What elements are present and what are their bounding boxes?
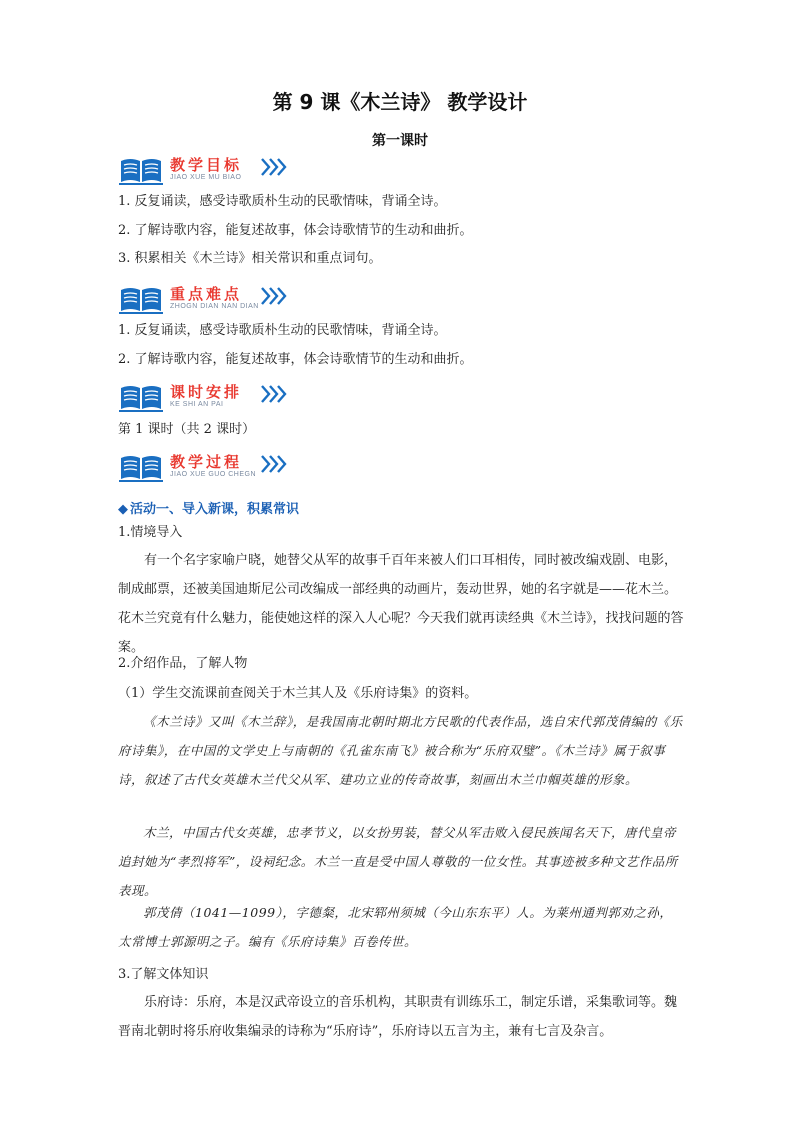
section-heading: 重点难点 bbox=[170, 285, 243, 303]
document-title: 第 9 课《木兰诗》 教学设计 bbox=[272, 90, 528, 114]
open-book-icon bbox=[118, 383, 164, 413]
chevron-arrows-icon bbox=[260, 286, 290, 306]
goal-item: 1. 反复诵读，感受诗歌质朴生动的民歌情味，背诵全诗。 bbox=[118, 194, 447, 209]
section-pinyin: JIAO XUE GUO CHEGN bbox=[170, 471, 257, 478]
section-heading: 教学目标 bbox=[170, 156, 243, 174]
step-title: 1.情境导入 bbox=[118, 525, 183, 540]
section-pinyin: JIAO XUE MU BIAO bbox=[170, 174, 242, 181]
key-point-item: 2. 了解诗歌内容，能复述故事，体会诗歌情节的生动和曲折。 bbox=[118, 352, 473, 367]
section-pinyin: ZHOGN DIAN NAN DIAN bbox=[170, 303, 259, 310]
section-banner-process bbox=[118, 451, 308, 487]
schedule-text: 第 1 课时（共 2 课时） bbox=[118, 422, 256, 437]
section-pinyin: KE SHI AN PAI bbox=[170, 401, 224, 408]
open-book-icon bbox=[118, 156, 164, 186]
goal-item: 3. 积累相关《木兰诗》相关常识和重点词句。 bbox=[118, 251, 382, 266]
diamond-bullet-icon: ◆ bbox=[118, 502, 128, 517]
step-title: 2.介绍作品，了解人物 bbox=[118, 656, 248, 671]
paragraph-mulan: 木兰，中国古代女英雄，忠孝节义，以女扮男装，替父从军击败入侵民族闻名天下，唐代皇帝追封她为“孝烈将军”，设祠纪念。木兰一直是受中国人尊敬的一位女性。其事迹被多种文艺作品所表现。 bbox=[118, 825, 678, 898]
step-title: 3.了解文体知识 bbox=[118, 967, 209, 982]
section-heading: 教学过程 bbox=[170, 453, 243, 471]
goal-item: 2. 了解诗歌内容，能复述故事，体会诗歌情节的生动和曲折。 bbox=[118, 223, 473, 238]
paragraph-intro: 有一个名字家喻户晓，她替父从军的故事千百年来被人们口耳相传，同时被改编戏剧、电影，制成邮票，还被美国迪斯尼公司改编成一部经典的动画片，轰动世界，她的名字就是——花木兰。花木兰究竟有什么魅力，能使她这样的深入人心呢？今天我们就再读经典《木兰诗》，找找问题的答案。 bbox=[118, 553, 684, 655]
chevron-arrows-icon bbox=[260, 454, 290, 474]
section-banner-key-points bbox=[118, 283, 308, 319]
chevron-arrows-icon bbox=[260, 384, 290, 404]
open-book-icon bbox=[118, 453, 164, 483]
chevron-arrows-icon bbox=[260, 157, 290, 177]
section-heading: 课时安排 bbox=[170, 383, 243, 401]
activity-title: 活动一、导入新课，积累常识 bbox=[130, 502, 300, 517]
step-sub-item: （1）学生交流课前查阅关于木兰其人及《乐府诗集》的资料。 bbox=[118, 686, 478, 701]
section-banner-goals bbox=[118, 154, 308, 190]
activity-heading bbox=[118, 498, 299, 517]
open-book-icon bbox=[118, 285, 164, 315]
paragraph-guo-maoqian: 郭茂倩（1041—1099），字德粲，北宋郓州须城（今山东东平）人。为莱州通判郭劝之孙，太常博士郭源明之子。编有《乐府诗集》百卷传世。 bbox=[118, 905, 673, 949]
key-point-item: 1. 反复诵读，感受诗歌质朴生动的民歌情味，背诵全诗。 bbox=[118, 323, 447, 338]
document-subtitle: 第一课时 bbox=[372, 133, 428, 149]
section-banner-schedule bbox=[118, 381, 308, 417]
paragraph-yuefu: 乐府诗：乐府，本是汉武帝设立的音乐机构，其职责有训练乐工，制定乐谱，采集歌词等。魏晋南北朝时将乐府收集编录的诗称为“乐府诗”，乐府诗以五言为主，兼有七言及杂言。 bbox=[118, 995, 678, 1039]
paragraph-poem-intro: 《木兰诗》又叫《木兰辞》，是我国南北朝时期北方民歌的代表作品，选自宋代郭茂倩编的《乐府诗集》，在中国的文学史上与南朝的《孔雀东南飞》被合称为“乐府双璧”。《木兰诗》属于叙事诗，叙述了古代女英雄木兰代父从军、建功立业的传奇故事，刻画出木兰巾帼英雄的形象。 bbox=[118, 714, 683, 787]
